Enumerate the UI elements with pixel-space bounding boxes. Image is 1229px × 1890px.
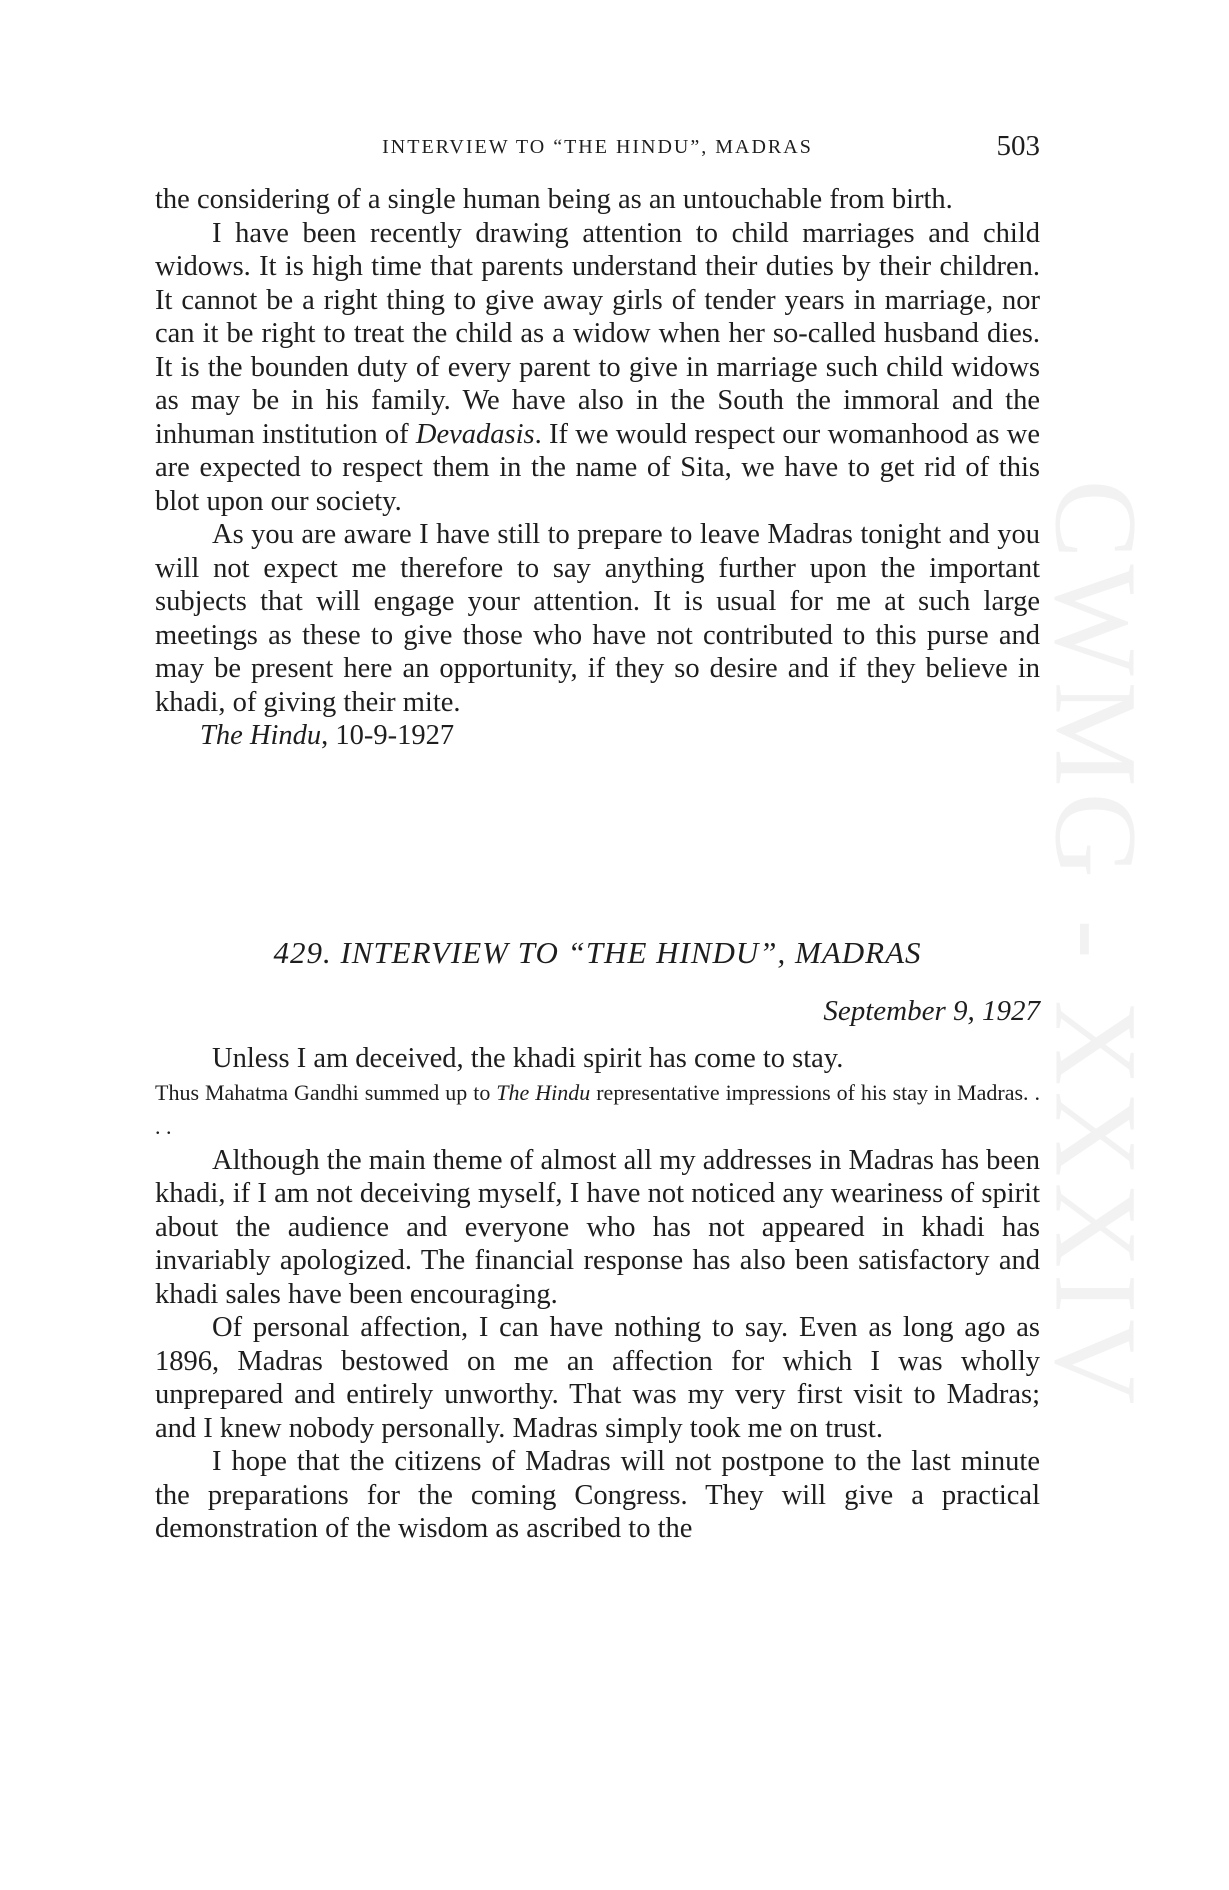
paragraph-text: I have been recently drawing attention to child marriages and child widows. It is high time that parents understand their duties by their children. It cannot be a right thing to give away girls of tender years in marriage, nor can it be right to treat the child as a widow when her so-called husband dies. It is the bounden duty of every parent to give in marriage such child widows as may be in his family. We have also in the South the immoral and the inhuman institution of [155, 217, 1040, 450]
paragraph-leave-madras: As you are aware I have still to prepare to leave Madras tonight and you will not expect me therefore to say anything further upon the important subjects that will engage your attention. It is usual for me at such large meetings as these to give those who have not contributed to this purse and may be present here an opportunity, if they so desire and if they believe in khadi, of giving their mite. [155, 519, 1040, 718]
source-title: The Hindu [200, 720, 322, 751]
page-header [155, 130, 1040, 166]
emphasis-devadasis: Devadasis [415, 418, 535, 450]
section-2-body [155, 1042, 1040, 1546]
paragraph-child-marriages [155, 217, 1040, 519]
watermark-text: CWMG - XXXIV [1030, 479, 1162, 1411]
paragraph-text: . If we would respect our womanhood as we are expected to respect them in the name of Sita, we have to get rid of this blot upon our society. [155, 418, 1040, 517]
source-citation [155, 719, 1040, 753]
paragraph-continuation: the considering of a single human being as an untouchable from birth. [155, 184, 953, 215]
watermark [1030, 395, 1162, 1495]
note-text: Thus Mahatma Gandhi summed up to [155, 1079, 497, 1105]
paragraph-affection: Of personal affection, I can have nothing to say. Even as long ago as 1896, Madras bestowed on me an affection for which I was wholly unprepared and entirely unworthy. That was my very first visit to Madras; and I knew nobody personally. Madras simply took me on trust. [155, 1312, 1040, 1444]
paragraph-khadi: Although the main theme of almost all my addresses in Madras has been khadi, if I am not deceiving myself, I have not noticed any weariness of spirit about the audience and everyone who has not appeared in khadi has invariably apologized. The financial response has also been satisfactory and khadi sales have been encouraging. [155, 1144, 1040, 1310]
editorial-note [155, 1076, 1040, 1144]
chapter-title: 429. INTERVIEW TO “THE HINDU”, MADRAS [273, 935, 922, 970]
paragraph-congress: I hope that the citizens of Madras will not postpone to the last minute the preparations for the coming Congress. They will give a practical demonstration of the wisdom as ascribed to the [155, 1446, 1040, 1544]
dateline: September 9, 1927 [823, 995, 1040, 1027]
page-number: 503 [996, 130, 1040, 162]
source-date: , 10-9-1927 [321, 720, 455, 751]
running-head: INTERVIEW TO “THE HINDU”, MADRAS [382, 136, 813, 158]
section-1-body [155, 183, 1040, 753]
note-text: representative impressions of his stay in Madras. . . . [155, 1079, 1040, 1139]
note-emphasis: The Hindu [496, 1079, 591, 1105]
opening-quote: Unless I am deceived, the khadi spirit has come to stay. [212, 1043, 844, 1074]
